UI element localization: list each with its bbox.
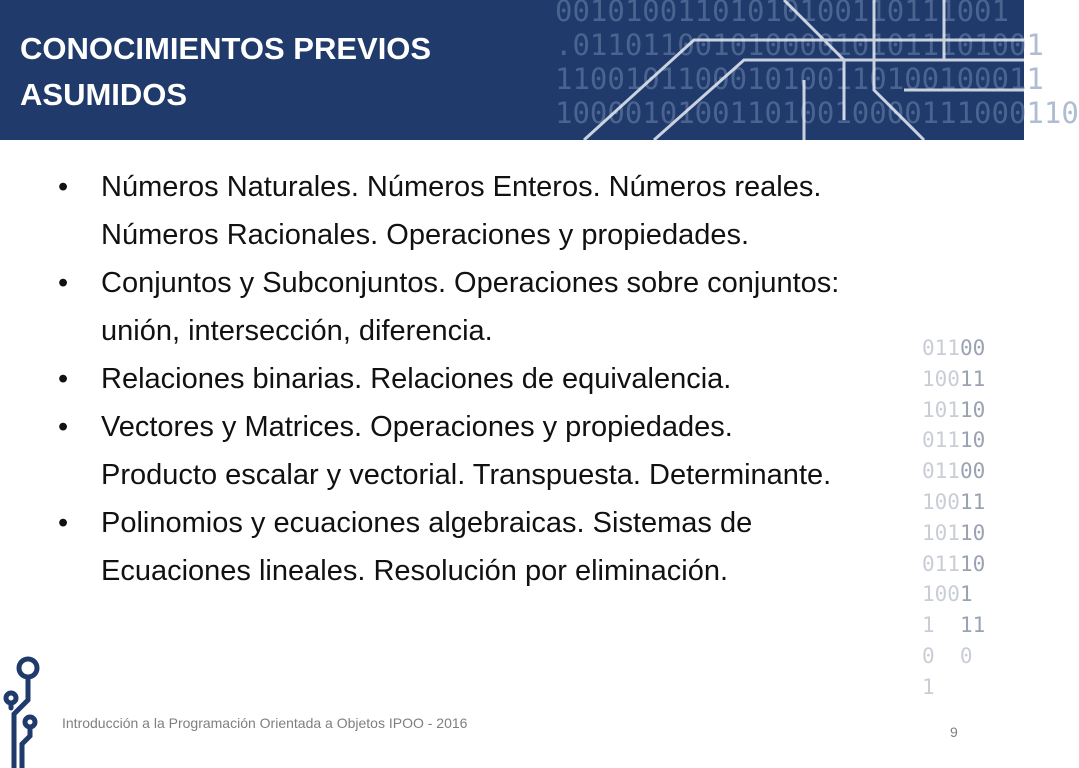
bullet-dot-icon: • [58, 267, 69, 299]
header-binary-line: 00101001101010100110111001 [555, 0, 1009, 28]
bullet-text-line-1: Conjuntos y Subconjuntos. Operaciones sobre conjuntos: [101, 267, 840, 299]
side-binary-line: 01110 [922, 551, 986, 576]
side-binary-line: 10011 [922, 489, 986, 514]
circuit-lines-decoration [544, 0, 1024, 140]
bullet-text-line-2: Números Racionales. Operaciones y propiedades. [101, 219, 750, 251]
side-binary-line: 1 11 [922, 613, 986, 638]
side-binary-line: 01110 [922, 428, 986, 453]
bullet-dot-icon: • [58, 411, 69, 443]
bullet-item [58, 499, 968, 595]
side-binary-line: 1 [922, 674, 935, 699]
side-binary-line: 01100 [922, 459, 986, 484]
side-binary-line: 10110 [922, 397, 986, 422]
footer-course-text: Introducción a la Programación Orientada a Objetos IPOO - 2016 [62, 715, 468, 731]
slide-header [0, 0, 1079, 140]
bullet-text-line-1: Relaciones binarias. Relaciones de equivalencia. [101, 363, 732, 395]
bullet-text-line-2: Ecuaciones lineales. Resolución por eliminación. [101, 555, 729, 587]
bullet-dot-icon: • [58, 171, 69, 203]
side-binary-line: 1001 [922, 582, 973, 607]
bullet-text-line-1: Números Naturales. Números Enteros. Números reales. [101, 171, 822, 203]
bullet-item [58, 355, 968, 403]
side-binary-line: 0 0 [922, 643, 973, 668]
side-binary-line: 01100 [922, 336, 986, 360]
bullet-text-line-1: Polinomios y ecuaciones algebraicas. Sistemas de [101, 507, 753, 539]
slide-title [20, 26, 431, 118]
side-binary-pattern [922, 333, 985, 703]
header-binary-line: 100001010011010010000111000110 [555, 96, 1079, 130]
bullet-item [58, 259, 968, 355]
bullet-list [58, 163, 968, 595]
bullet-dot-icon: • [58, 363, 69, 395]
bullet-text-line-1: Vectores y Matrices. Operaciones y propiedades. [101, 411, 733, 443]
slide-title-line-1: CONOCIMIENTOS PREVIOS [20, 31, 432, 66]
header-binary-line: .011011001010000101011101001 [555, 28, 1044, 62]
bullet-text-line-2: unión, intersección, diferencia. [101, 315, 493, 347]
bullet-dot-icon: • [58, 507, 69, 539]
side-binary-line: 10011 [922, 366, 986, 391]
bullet-text-line-2: Producto escalar y vectorial. Transpuesta. Determinante. [101, 459, 832, 491]
bullet-item [58, 163, 968, 259]
header-binary-line: 1100101100010100110100100011 [555, 62, 1044, 96]
side-binary-line: 10110 [922, 520, 986, 545]
bullet-item [58, 403, 968, 499]
slide-title-line-2: ASUMIDOS [20, 77, 188, 112]
page-number: 9 [950, 724, 958, 740]
circuit-node-icon [0, 650, 60, 768]
